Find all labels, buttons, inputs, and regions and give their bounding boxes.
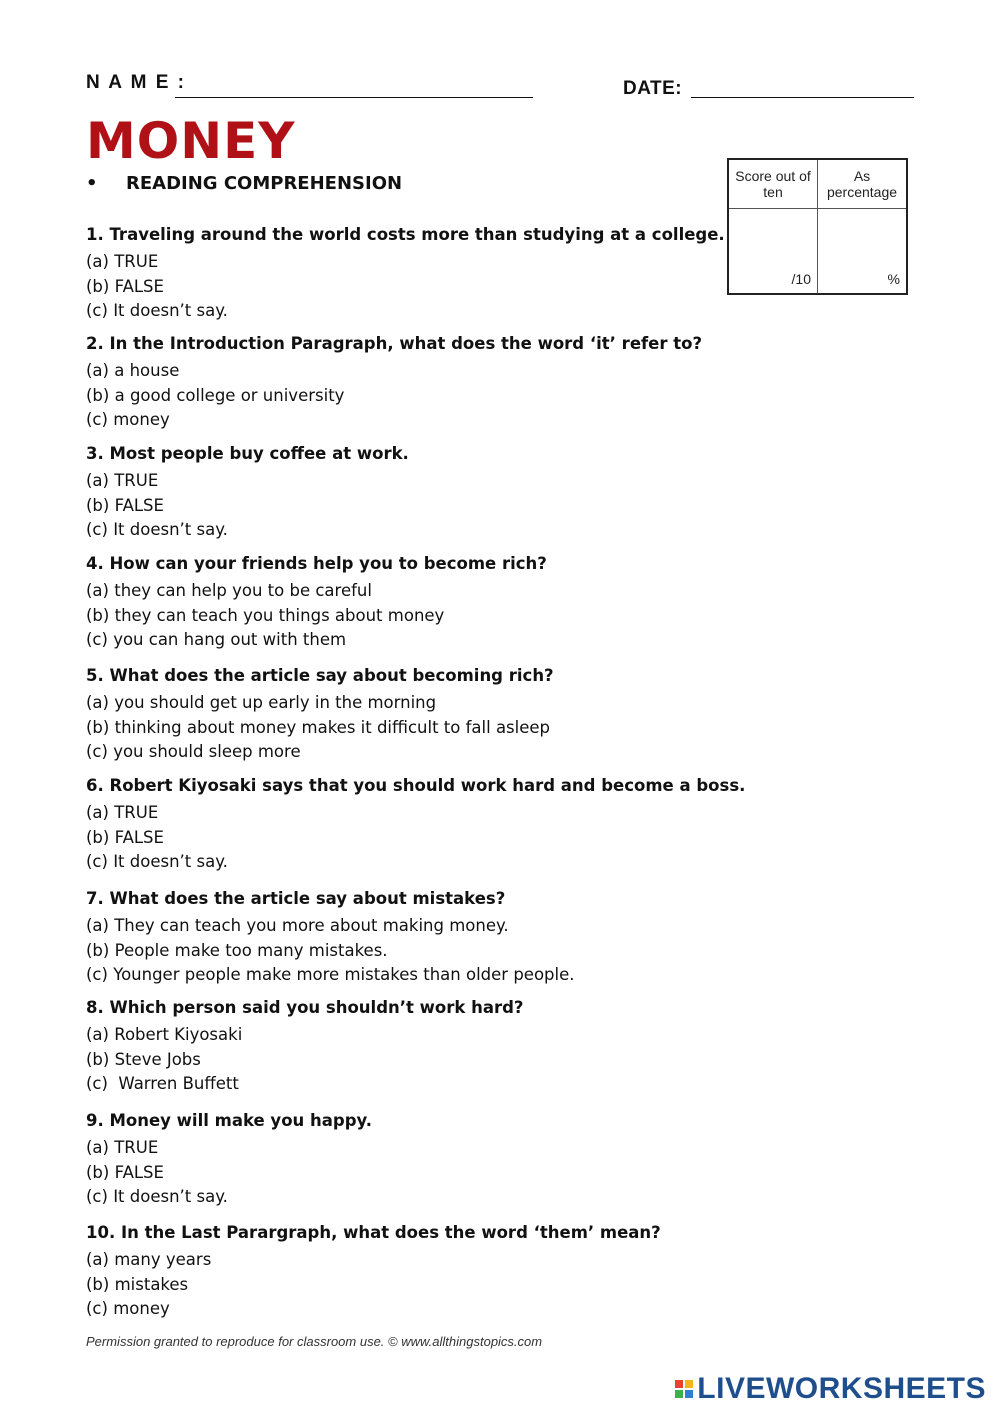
answer-option[interactable]: (a) TRUE xyxy=(86,803,159,822)
question-block xyxy=(86,1111,372,1210)
liveworksheets-logo-icon xyxy=(675,1380,693,1398)
section-heading-text: READING COMPREHENSION xyxy=(126,173,403,194)
answer-option[interactable]: (b) a good college or university xyxy=(86,385,345,405)
answer-option[interactable]: (c) Younger people make more mistakes than older people. xyxy=(86,965,575,984)
footer-permission: Permission granted to reproduce for classroom use. © www.allthingstopics.com xyxy=(86,1334,543,1349)
answer-option[interactable]: (b) FALSE xyxy=(86,827,164,847)
question-text: 5. What does the article say about becoming rich? xyxy=(86,666,554,685)
question-block xyxy=(86,225,725,324)
name-input-line[interactable] xyxy=(175,97,533,98)
answer-option[interactable]: (a) TRUE xyxy=(86,1138,159,1157)
answer-option[interactable]: (b) they can teach you things about money xyxy=(86,605,445,625)
answer-option[interactable]: (a) They can teach you more about making money. xyxy=(86,916,509,935)
section-heading xyxy=(86,173,402,194)
answer-option[interactable]: (b) FALSE xyxy=(86,276,164,296)
answer-option[interactable]: (c) It doesn’t say. xyxy=(86,852,228,871)
question-text: 4. How can your friends help you to become rich? xyxy=(86,554,547,573)
question-text: 8. Which person said you shouldn’t work hard? xyxy=(86,998,524,1017)
answer-option[interactable]: (c) It doesn’t say. xyxy=(86,520,228,539)
question-block xyxy=(86,334,702,433)
date-label: DATE: xyxy=(623,78,683,99)
question-block xyxy=(86,776,745,875)
question-block xyxy=(86,444,409,543)
question-text: 9. Money will make you happy. xyxy=(86,1111,373,1130)
answer-option[interactable]: (c) you should sleep more xyxy=(86,742,301,761)
question-block xyxy=(86,666,554,765)
answer-option[interactable]: (c) It doesn’t say. xyxy=(86,1187,228,1206)
page-title: MONEY xyxy=(86,112,296,170)
answer-option[interactable]: (c) Warren Buffett xyxy=(86,1074,239,1093)
question-block xyxy=(86,889,575,988)
question-block xyxy=(86,1223,661,1322)
answer-option[interactable]: (c) you can hang out with them xyxy=(86,630,347,649)
question-block xyxy=(86,554,547,653)
question-text: 10. In the Last Parargraph, what does the word ‘them’ mean? xyxy=(86,1223,661,1242)
answer-option[interactable]: (b) thinking about money makes it difficult to fall asleep xyxy=(86,717,551,737)
percentage-header: As percentage xyxy=(818,159,908,209)
answer-option[interactable]: (a) TRUE xyxy=(86,252,159,271)
score-cell[interactable]: /10 xyxy=(728,209,818,295)
score-table xyxy=(727,158,908,295)
answer-option[interactable]: (b) FALSE xyxy=(86,1162,164,1182)
question-text: 2. In the Introduction Paragraph, what does the word ‘it’ refer to? xyxy=(86,334,703,353)
answer-option[interactable]: (b) mistakes xyxy=(86,1274,189,1294)
answer-option[interactable]: (b) People make too many mistakes. xyxy=(86,940,388,960)
answer-option[interactable]: (c) money xyxy=(86,410,170,429)
date-input-line[interactable] xyxy=(691,97,914,98)
brand-name: LIVEWORKSHEETS xyxy=(697,1372,986,1405)
question-block xyxy=(86,998,524,1097)
answer-option[interactable]: (b) Steve Jobs xyxy=(86,1049,201,1069)
answer-option[interactable]: (c) It doesn’t say. xyxy=(86,301,228,320)
answer-option[interactable]: (c) money xyxy=(86,1299,170,1318)
liveworksheets-brand[interactable] xyxy=(675,1372,986,1406)
question-text: 1. Traveling around the world costs more than studying at a college. xyxy=(86,225,725,244)
question-text: 6. Robert Kiyosaki says that you should work hard and become a boss. xyxy=(86,776,746,795)
answer-option[interactable]: (a) many years xyxy=(86,1250,212,1269)
answer-option[interactable]: (a) you should get up early in the morning xyxy=(86,693,437,712)
answer-option[interactable]: (b) FALSE xyxy=(86,495,164,515)
bullet-icon: • xyxy=(86,173,98,194)
question-text: 3. Most people buy coffee at work. xyxy=(86,444,409,463)
answer-option[interactable]: (a) a house xyxy=(86,361,180,380)
percentage-cell[interactable]: % xyxy=(818,209,908,295)
answer-option[interactable]: (a) they can help you to be careful xyxy=(86,581,372,600)
answer-option[interactable]: (a) Robert Kiyosaki xyxy=(86,1025,243,1044)
answer-option[interactable]: (a) TRUE xyxy=(86,471,159,490)
name-label: N A M E : xyxy=(86,72,186,93)
question-text: 7. What does the article say about mistakes? xyxy=(86,889,506,908)
score-header: Score out of ten xyxy=(728,159,818,209)
